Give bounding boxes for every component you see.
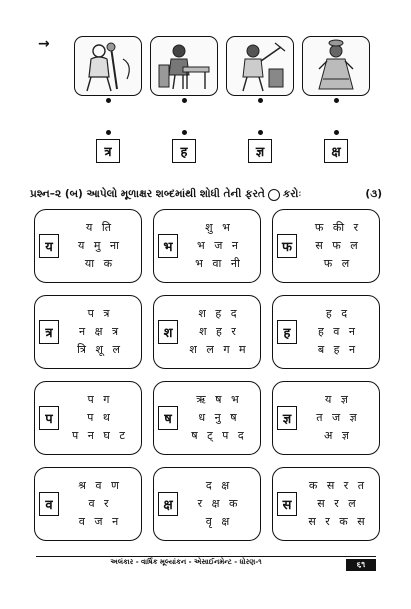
card-word[interactable]: ऋ ष भ [196,393,242,406]
arrow-icon: → [38,36,50,52]
match-dot[interactable] [106,98,111,103]
card-key-letter: त्र [39,320,59,344]
card-word[interactable]: य ज्ञ [325,393,351,406]
card-word[interactable]: प त्र [87,307,113,320]
page-number-badge: ૬૧ [346,559,376,571]
card-word[interactable]: श ह र [199,325,239,338]
match-dot[interactable] [182,98,187,103]
card-word[interactable]: श ह द [198,307,240,320]
card-word[interactable]: स र क स [308,515,368,528]
question-instruction [30,188,382,201]
card-key-letter: श [158,320,178,344]
letter-card [153,381,261,455]
card-word[interactable]: भ ज न [197,239,241,252]
letter-card [153,209,261,283]
card-word[interactable]: प न घ ट [72,429,128,442]
card-word[interactable]: ध नु ष [198,411,240,424]
card-word[interactable]: ब ह न [317,343,359,356]
card-word[interactable]: त्रि शू ल [77,343,123,356]
card-word-list [59,307,141,357]
card-key-letter: य [39,234,59,258]
card-word[interactable]: स फ ल [315,239,361,252]
card-word[interactable]: फ ल [323,257,353,270]
card-word-list [178,221,260,271]
circle-icon [268,189,280,201]
card-word[interactable]: वृ क्ष [205,515,233,528]
card-word-list [178,307,260,357]
card-word[interactable]: य मु ना [78,239,122,252]
card-word[interactable]: प ग [87,393,113,406]
letter-box: त्र [96,139,120,163]
card-word[interactable]: श्र व ण [78,479,122,492]
question-suffix: કરોઃ [282,188,302,200]
card-word[interactable]: अ ज्ञ [324,429,352,442]
card-word[interactable]: न क्ष त्र [78,325,122,338]
letter-box: क्ष [324,139,348,163]
card-word[interactable]: ह द [325,307,351,320]
picture-card-hanuman[interactable] [74,36,142,96]
letter-card [153,467,261,541]
card-word[interactable]: ह व न [317,325,359,338]
letter-box: ह [172,139,196,163]
letter-card [272,467,380,541]
picture-card-student[interactable] [150,36,218,96]
card-key-letter: ष [158,406,178,430]
card-word[interactable]: स र ल [317,497,359,510]
picture-card-man[interactable] [226,36,294,96]
question-text: પ્રશ્ન–૨ (બ) આપેલો મૂળાક્ષર શબ્દમાંથી શોધી તેની ફરતે [30,188,265,200]
card-key-letter: फ [277,234,297,258]
match-dot[interactable] [182,130,187,135]
letter-card [153,295,261,369]
letter-row [74,130,370,163]
question-marks: (૩) [365,188,382,200]
letter-box: ज्ञ [248,139,272,163]
match-dot[interactable] [334,98,339,103]
card-word[interactable]: र क्ष क [197,497,241,510]
letter-card [272,381,380,455]
student-at-desk-icon [153,39,215,93]
footer-text: અલંકાર - વાર્ષિક મૂલ્યાંકન - એસાઈનમેન્ટ - ધોરણ-૧ [110,558,262,566]
card-word[interactable]: व ज न [78,515,122,528]
footer-divider [36,556,376,557]
card-word[interactable]: व र [88,497,112,510]
card-key-letter: ह [277,320,297,344]
card-word[interactable]: या क [84,257,116,270]
card-word[interactable]: क स र त [308,479,368,492]
card-word[interactable]: ष ट् प द [191,429,247,442]
card-key-letter: प [39,406,59,430]
card-word-list [59,221,141,271]
card-word-list [297,307,379,357]
letter-word-grid [34,209,380,541]
match-dot[interactable] [106,130,111,135]
card-word[interactable]: त ज ज्ञ [316,411,360,424]
card-word[interactable]: भ वा नी [195,257,243,270]
card-key-letter: व [39,492,59,516]
match-dot[interactable] [334,130,339,135]
letter-card [34,295,142,369]
woman-with-vessel-icon [305,39,367,93]
letter-card [34,381,142,455]
card-word-list [178,393,260,443]
card-key-letter: ज्ञ [277,406,297,430]
card-word[interactable]: शु भ [205,221,233,234]
hanuman-illustration-icon [77,39,139,93]
card-word[interactable]: प थ [87,411,113,424]
letter-card [272,209,380,283]
picture-row [74,36,370,96]
picture-card-woman[interactable] [302,36,370,96]
card-word[interactable]: द क्ष [205,479,233,492]
card-word[interactable]: य ति [86,221,114,234]
match-dot[interactable] [258,130,263,135]
letter-card [272,295,380,369]
card-word-list [59,479,141,529]
card-word-list [59,393,141,443]
match-dot[interactable] [258,98,263,103]
card-key-letter: स [277,492,297,516]
card-word[interactable]: श ल ग म [189,343,249,356]
card-key-letter: भ [158,234,178,258]
card-key-letter: क्ष [158,492,178,516]
letter-card [34,467,142,541]
card-word-list [297,393,379,443]
card-word-list [297,221,379,271]
card-word[interactable]: फ की र [314,221,362,234]
picture-dot-row [74,98,370,103]
letter-card [34,209,142,283]
card-word-list [297,479,379,529]
card-word-list [178,479,260,529]
man-with-stick-icon [229,39,291,93]
